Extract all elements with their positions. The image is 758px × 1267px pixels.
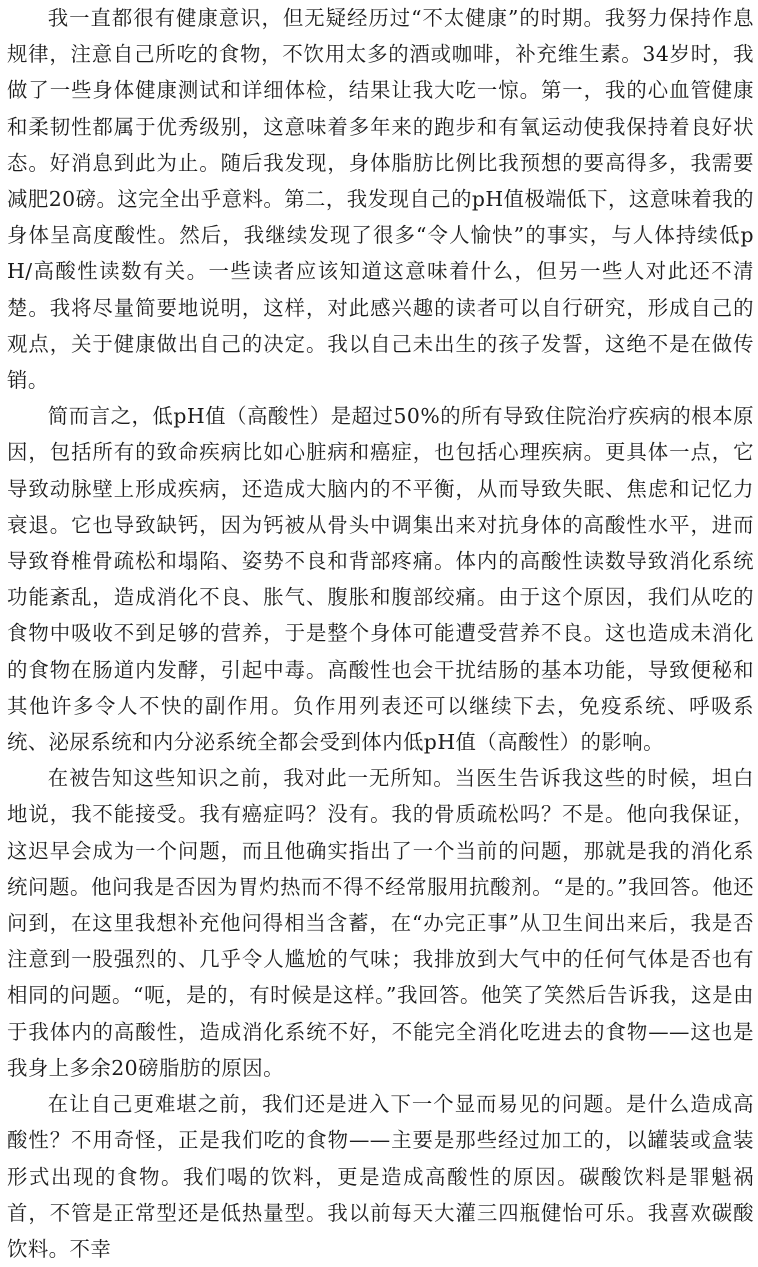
paragraph-1: 我一直都很有健康意识，但无疑经历过“不太健康”的时期。我努力保持作息规律，注意自己所吃的食物，不饮用太多的酒或咖啡，补充维生素。34岁时，我做了一些身体健康测试和详细体检，结果让我大吃一惊。第一，我的心血管健康和柔韧性都属于优秀级别，这意味着多年来的跑步和有氧运动使我保持着良好状态。好消息到此为止。随后我发现，身体脂肪比例比我预想的要高得多，我需要减肥20磅。这完全出乎意料。第二，我发现自己的pH值极端低下，这意味着我的身体呈高度酸性。然后，我继续发现了很多“令人愉快”的事实，与人体持续低pH/高酸性读数有关。一些读者应该知道这意味着什么，但另一些人对此还不清楚。我将尽量简要地说明，这样，对此感兴趣的读者可以自行研究，形成自己的观点，关于健康做出自己的决定。我以自己未出生的孩子发誓，这绝不是在做传销。 bbox=[7, 6, 754, 393]
book-page bbox=[7, 0, 754, 1261]
paragraph-4: 在让自己更难堪之前，我们还是进入下一个显而易见的问题。是什么造成高酸性？不用奇怪，正是我们吃的食物——主要是那些经过加工的，以罐装或盒装形式出现的食物。我们喝的饮料，更是造成高酸性的原因。碳酸饮料是罪魁祸首，不管是正常型还是低热量型。我以前每天大灌三四瓶健怡可乐。我喜欢碳酸饮料。不幸 bbox=[7, 1092, 754, 1261]
paragraph-2: 简而言之，低pH值（高酸性）是超过50%的所有导致住院治疗疾病的根本原因，包括所有的致命疾病比如心脏病和癌症，也包括心理疾病。更具体一点，它导致动脉壁上形成疾病，还造成大脑内的不平衡，从而导致失眠、焦虑和记忆力衰退。它也导致缺钙，因为钙被从骨头中调集出来对抗身体的高酸性水平，进而导致脊椎骨疏松和塌陷、姿势不良和背部疼痛。体内的高酸性读数导致消化系统功能紊乱，造成消化不良、胀气、腹胀和腹部绞痛。由于这个原因，我们从吃的食物中吸收不到足够的营养，于是整个身体可能遭受营养不良。这也造成未消化的食物在肠道内发酵，引起中毒。高酸性也会干扰结肠的基本功能，导致便秘和其他许多令人不快的副作用。负作用列表还可以继续下去，免疫系统、呼吸系统、泌尿系统和内分泌系统全都会受到体内低pH值（高酸性）的影响。 bbox=[7, 404, 754, 755]
paragraph-3: 在被告知这些知识之前，我对此一无所知。当医生告诉我这些的时候，坦白地说，我不能接受。我有癌症吗？没有。我的骨质疏松吗？不是。他向我保证，这迟早会成为一个问题，而且他确实指出了一个当前的问题，那就是我的消化系统问题。他问我是否因为胃灼热而不得不经常服用抗酸剂。“是的。”我回答。他还问到，在这里我想补充他问得相当含蓄，在“办完正事”从卫生间出来后，我是否注意到一股强烈的、几乎令人尴尬的气味；我排放到大气中的任何气体是否也有相同的问题。“呃，是的，有时候是这样。”我回答。他笑了笑然后告诉我，这是由于我体内的高酸性，造成消化系统不好，不能完全消化吃进去的食物——这也是我身上多余20磅脂肪的原因。 bbox=[7, 766, 754, 1080]
